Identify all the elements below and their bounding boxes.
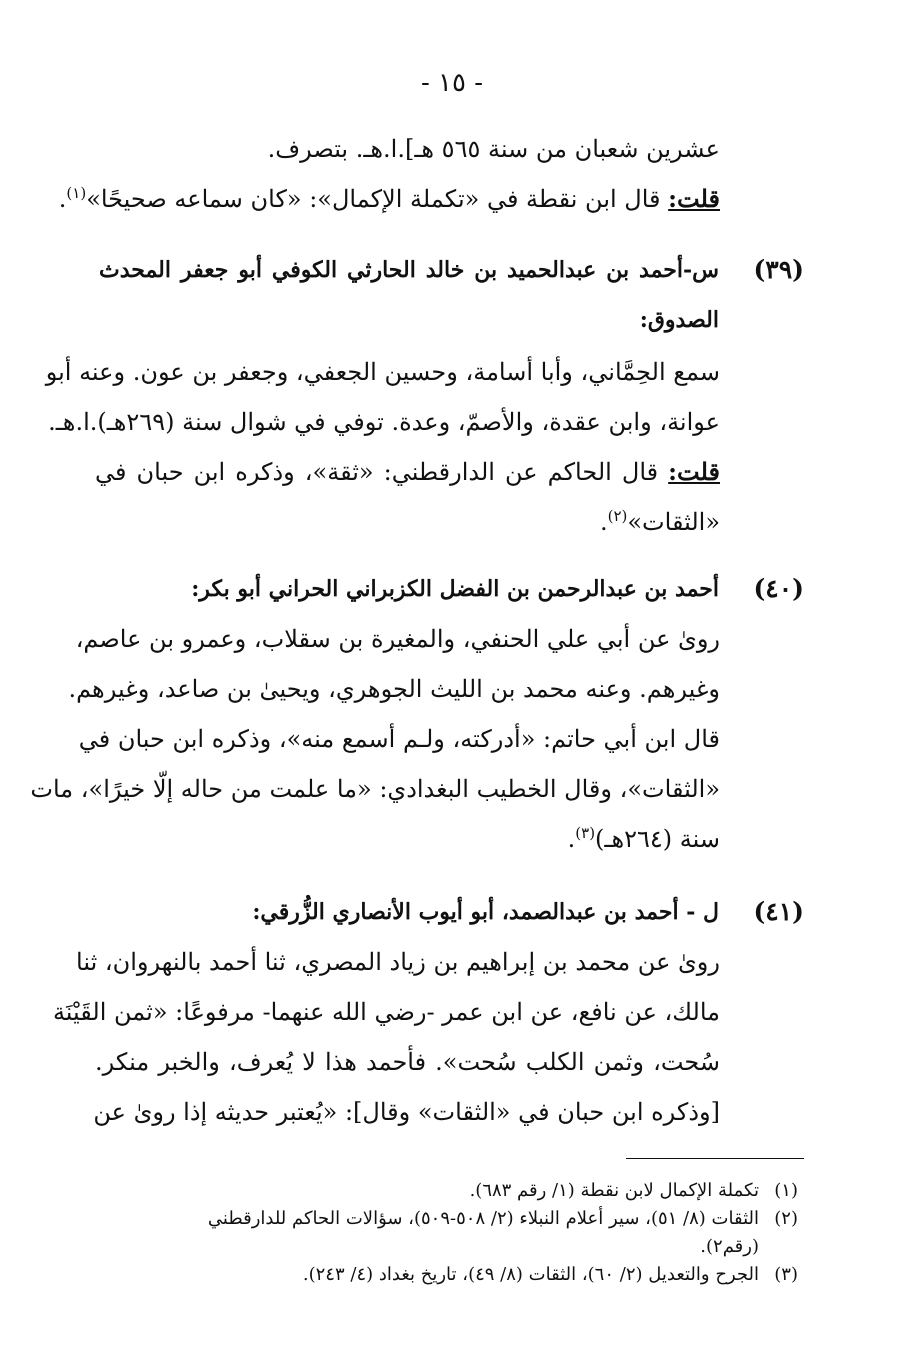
intro-block — [58, 124, 720, 224]
qult-line — [95, 447, 720, 497]
body-line: روىٰ عن أبي علي الحنفي، والمغيرة بن سقلاب، وعمرو بن عاصم، — [75, 625, 720, 653]
intro-line: عشرين شعبان من سنة ٥٦٥ هـ].ا.هـ. بتصرف. — [267, 135, 720, 163]
footnote-number: (١) — [774, 1180, 798, 1201]
entry-heading-line: أحمد بن عبدالرحمن بن الفضل الكزبراني الحراني أبو بكر: — [191, 576, 719, 602]
entry-40-heading — [99, 564, 804, 614]
footnote-divider — [626, 1158, 804, 1159]
intro-qult-line — [58, 174, 720, 224]
footnote — [94, 1261, 804, 1289]
footnote-number: (٣) — [774, 1264, 798, 1285]
footnote-ref: (١) — [66, 184, 87, 202]
body-line: روىٰ عن محمد بن إبراهيم بن زياد المصري، ثنا أحمد بالنهروان، ثنا — [76, 948, 720, 976]
body-line — [95, 814, 720, 864]
qult-label: قلت: — [668, 184, 720, 213]
body-line: [وذكره ابن حبان في «الثقات» وقال]: «يُعتبر حديثه إذا روىٰ عن — [93, 1098, 720, 1126]
qult-line — [95, 497, 720, 547]
footnote-text: (رقم٢). — [700, 1236, 759, 1257]
body-line: عوانة، وابن عقدة، والأصمّ، وعدة. توفي في شوال سنة (٢٦٩هـ).ا.هـ. — [48, 408, 720, 436]
body-line: قال ابن أبي حاتم: «أدركته، ولـم أسمع منه»، وذكره ابن حبان في — [78, 725, 720, 753]
entry-41-body — [52, 937, 720, 1137]
footnote — [94, 1177, 804, 1205]
page-number: - ١٥ - — [420, 68, 484, 98]
qult-end: . — [599, 508, 608, 536]
entry-39-body — [45, 347, 720, 547]
body-end: . — [567, 825, 576, 853]
entry-39-heading — [99, 245, 804, 345]
footnotes — [94, 1177, 804, 1289]
entry-number: (٤٠) — [753, 574, 804, 603]
footnote-ref: (٣) — [575, 824, 596, 842]
footnote-number: (٢) — [774, 1208, 798, 1229]
footnote-text: تكملة الإكمال لابن نقطة (١/ رقم ٦٨٣). — [469, 1180, 759, 1201]
body-line: «الثقات»، وقال الخطيب البغدادي: «ما علمت من حاله إلّا خيرًا»، مات — [30, 775, 720, 803]
qult-text: قال ابن نقطة في «تكملة الإكمال»: «كان سماعه صحيحًا» — [86, 185, 669, 213]
entry-heading-line: ل - أحمد بن عبدالصمد، أبو أيوب الأنصاري الزُّرقي: — [252, 899, 719, 925]
entry-number: (٤١) — [753, 897, 804, 926]
footnote-ref: (٢) — [607, 507, 628, 525]
body-line: سمع الحِمَّاني، وأبا أسامة، وحسين الجعفي، وجعفر بن عون. وعنه أبو — [45, 358, 720, 386]
qult-end: . — [58, 185, 67, 213]
footnote — [94, 1205, 804, 1261]
entry-number: (٣٩) — [753, 255, 804, 284]
entry-40-body — [30, 614, 720, 864]
footnote-text: الجرح والتعديل (٢/ ٦٠)، الثقات (٨/ ٤٩)، تاريخ بغداد (٤/ ٢٤٣). — [302, 1264, 759, 1285]
body-line: وغيرهم. وعنه محمد بن الليث الجوهري، ويحيىٰ بن صاعد، وغيرهم. — [68, 675, 720, 703]
qult-label: قلت: — [668, 457, 720, 486]
entry-41-heading — [99, 887, 804, 937]
qult-text: قال الحاكم عن الدارقطني: «ثقة»، وذكره ابن حبان في — [95, 458, 669, 486]
body-line: مالك، عن نافع، عن ابن عمر -رضي الله عنهما- مرفوعًا: «ثمن القَيْنَة — [52, 998, 720, 1026]
entry-heading-line: س-أحمد بن عبدالحميد بن خالد الحارثي الكوفي أبو جعفر المحدث — [99, 257, 719, 283]
body-line: سُحت، وثمن الكلب سُحت». فأحمد هذا لا يُعرف، والخبر منكر. — [95, 1048, 720, 1076]
entry-heading-line: الصدوق: — [639, 307, 719, 333]
qult-text: «الثقات» — [627, 508, 720, 536]
footnote-text: الثقات (٨/ ٥١)، سير أعلام النبلاء (٢/ ٥٠٨-٥٠٩)، سؤالات الحاكم للدارقطني — [207, 1208, 759, 1229]
body-text: سنة (٢٦٤هـ) — [595, 825, 720, 853]
